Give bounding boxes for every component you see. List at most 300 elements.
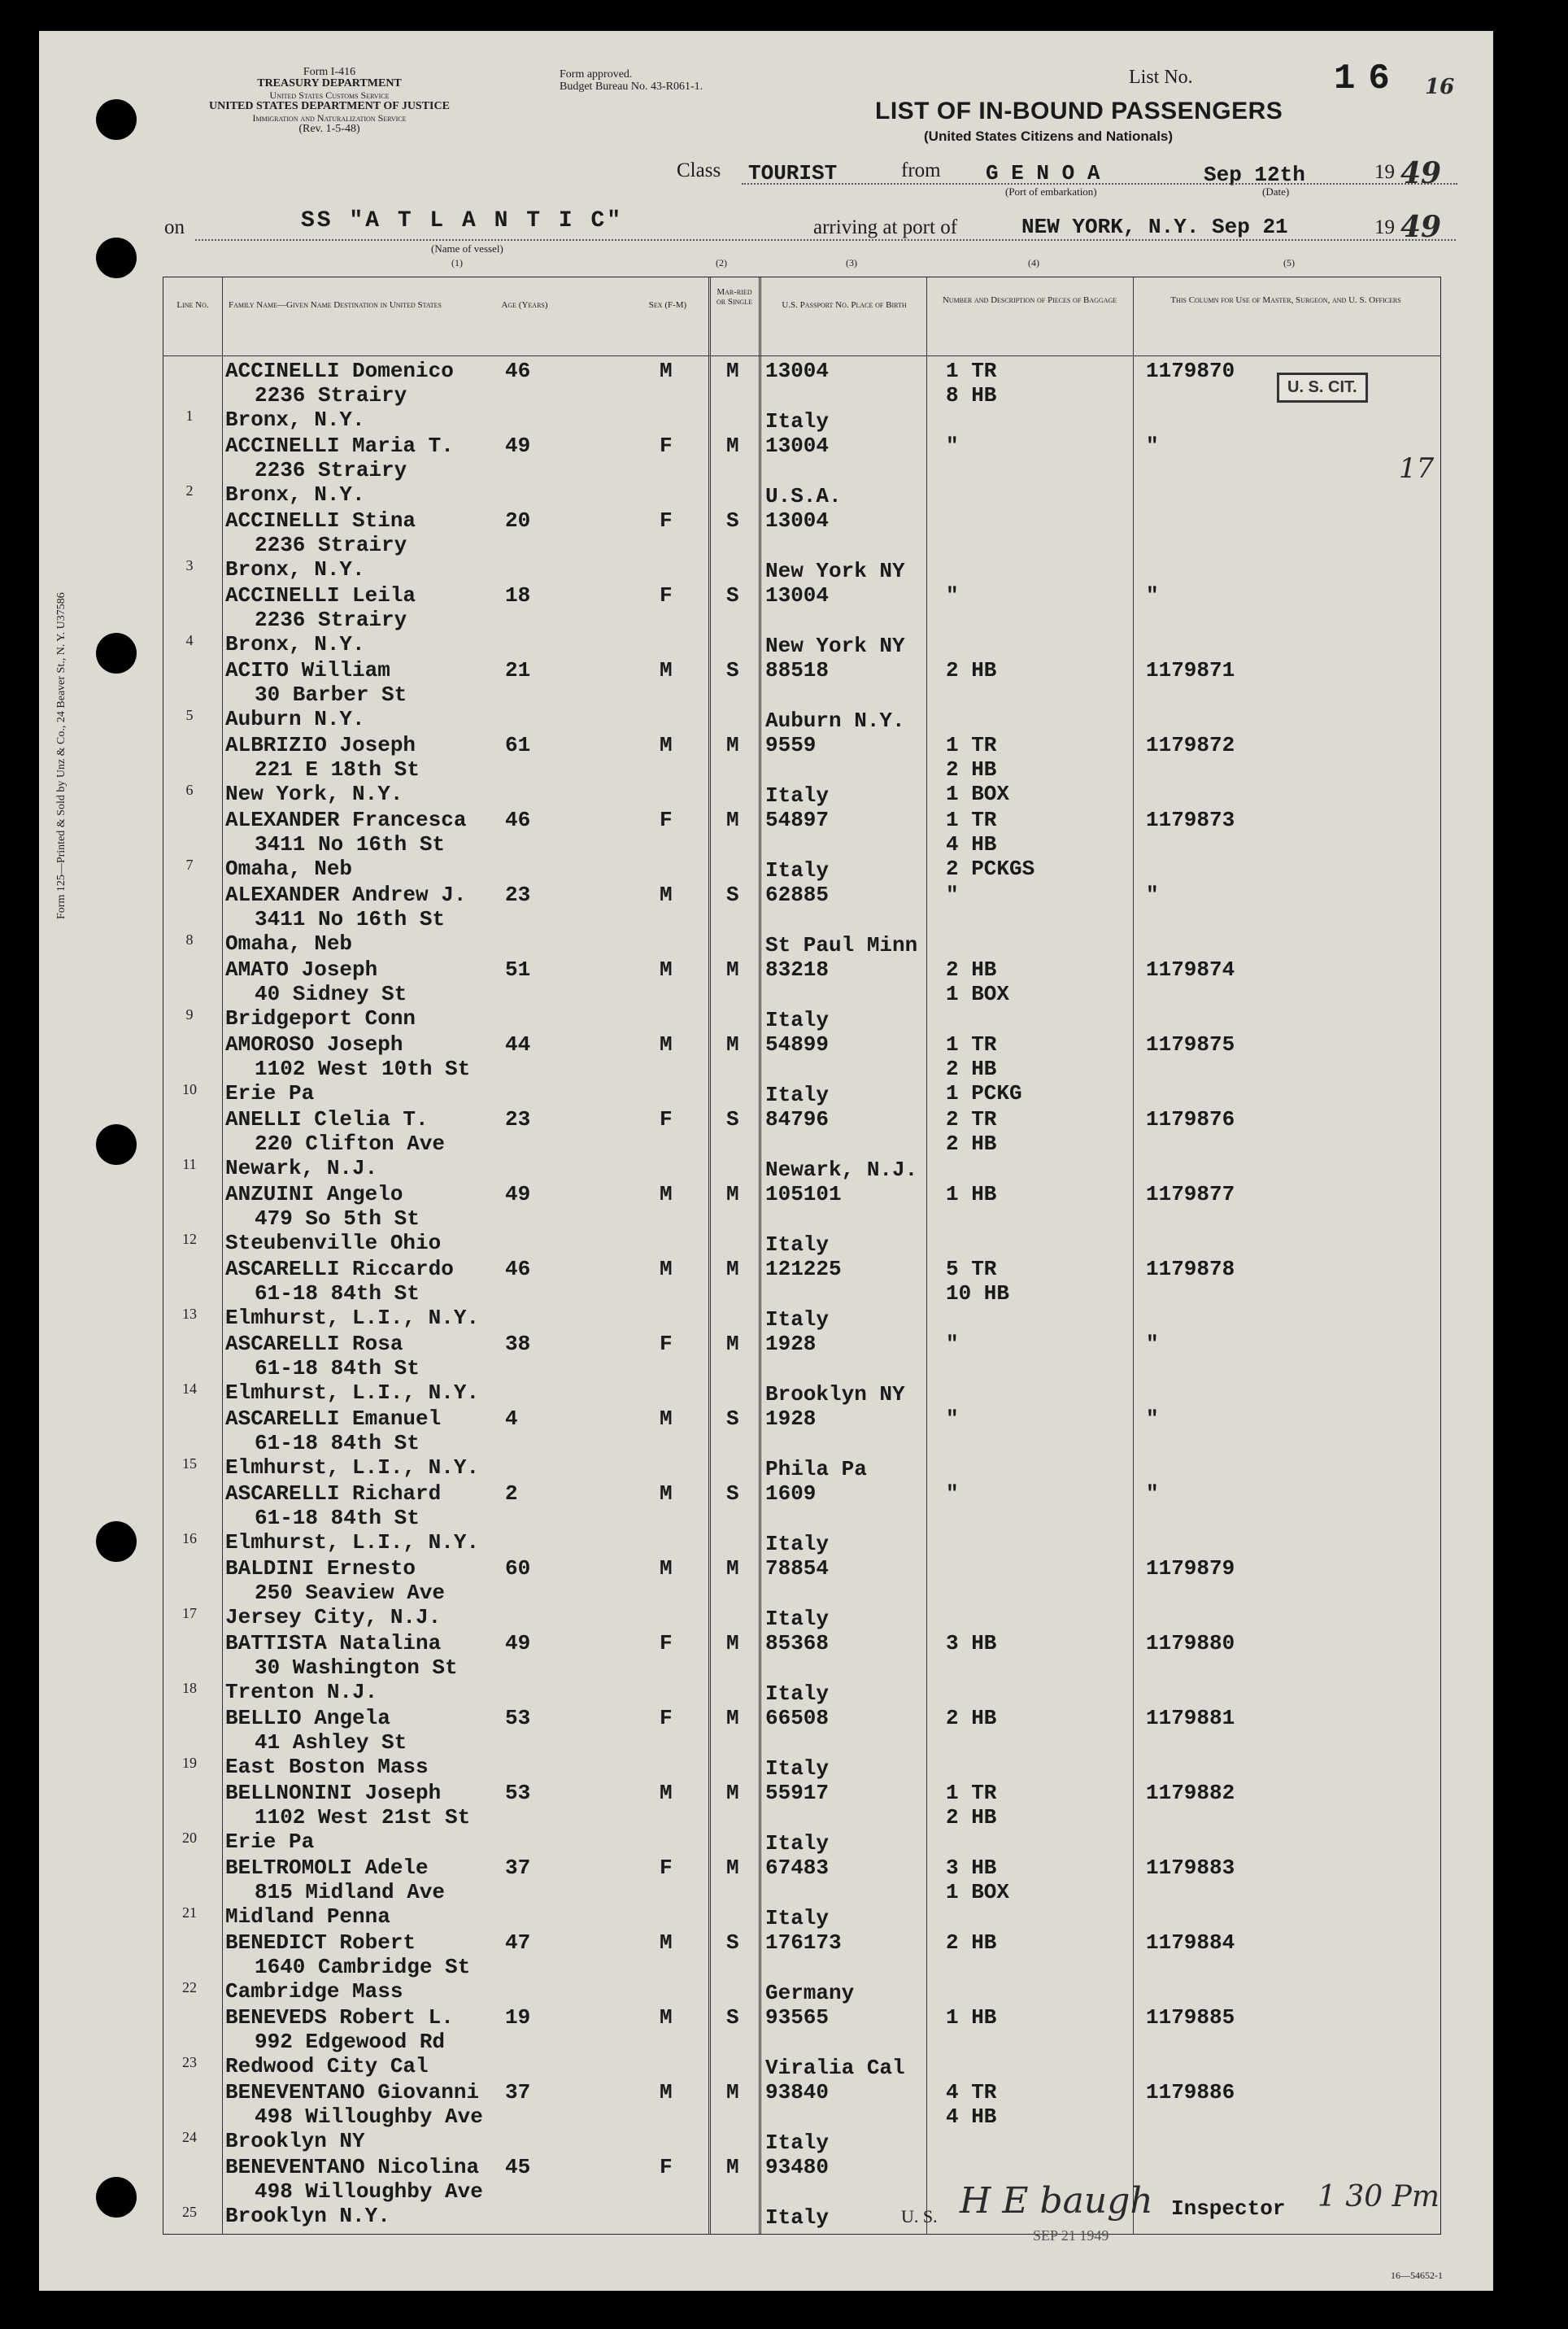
officer-number: 1179871 [1146, 658, 1235, 683]
passenger-name: ACCINELLI Stina [225, 508, 416, 533]
marital-status: M [726, 2155, 739, 2179]
address-street: 61-18 84th St [255, 1281, 420, 1306]
age-value: 38 [505, 1332, 531, 1356]
table-row [163, 1480, 1440, 1555]
line-number: 4 [185, 632, 194, 648]
marital-status: M [726, 1332, 739, 1356]
dept-treasury: TREASURY DEPARTMENT [257, 77, 402, 89]
passenger-name: BATTISTA Natalina [225, 1631, 442, 1655]
col-header-married: Mar-ried or Single [716, 287, 752, 307]
address-street: 61-18 84th St [255, 1431, 420, 1455]
table-row [163, 1929, 1440, 2004]
header-rule [163, 355, 1440, 356]
passenger-table [163, 277, 1441, 2235]
arrival-port-date: NEW YORK, N.Y. Sep 21 [1021, 215, 1288, 239]
form-approved: Form approved. [560, 68, 633, 81]
address-city: Cambridge Mass [225, 1979, 403, 2004]
baggage-line-2: 2 HB [946, 757, 997, 782]
passenger-name: ASCARELLI Richard [225, 1481, 442, 1506]
table-row [163, 357, 1440, 432]
col-header-passport: U.S. Passport No. Place of Birth [782, 300, 907, 310]
officer-number: 1179884 [1146, 1930, 1235, 1955]
passport-number: 13004 [765, 359, 830, 383]
passenger-name: ANZUINI Angelo [225, 1182, 403, 1206]
baggage-line-1: 1 TR [946, 359, 997, 383]
marital-status: M [726, 1257, 739, 1281]
passenger-name: BENEVENTANO Nicolina [225, 2155, 480, 2179]
marital-status: S [726, 1481, 739, 1506]
marital-status: M [726, 359, 739, 383]
baggage-line-2: 1 BOX [946, 982, 1010, 1006]
baggage-line-1: 1 TR [946, 1781, 997, 1805]
officer-number: " [1146, 1407, 1159, 1431]
passport-number: 55917 [765, 1781, 830, 1805]
officer-number: 1179886 [1146, 2080, 1235, 2104]
table-row [163, 1106, 1440, 1180]
age-value: 2 [505, 1481, 518, 1506]
line-number: 5 [185, 707, 194, 723]
sex-value: M [660, 2080, 673, 2104]
place-of-birth: Italy [765, 1532, 830, 1556]
age-value: 49 [505, 1182, 531, 1206]
officer-number: 1179878 [1146, 1257, 1235, 1281]
sex-value: M [660, 957, 673, 982]
place-of-birth: Italy [765, 1607, 830, 1631]
officer-number: 1179879 [1146, 1556, 1235, 1581]
sex-value: M [660, 1407, 673, 1431]
baggage-line-1: " [946, 1407, 959, 1431]
baggage-line-2: 2 HB [946, 1132, 997, 1156]
baggage-line-1: 1 TR [946, 733, 997, 757]
sex-value: F [660, 1856, 673, 1880]
line-number: 14 [182, 1380, 197, 1397]
marital-status: S [726, 2005, 739, 2030]
passenger-name: ASCARELLI Riccardo [225, 1257, 454, 1281]
us-citizen-stamp: U. S. CIT. [1277, 373, 1368, 403]
officer-number: 1179872 [1146, 733, 1235, 757]
officer-number: 1179870 [1146, 359, 1235, 383]
col-header-name: Family Name—Given Name Destination in United States [229, 300, 442, 310]
baggage-line-2: 4 HB [946, 832, 997, 857]
on-label: on [164, 216, 185, 238]
address-street: 479 So 5th St [255, 1206, 420, 1231]
age-value: 23 [505, 883, 531, 907]
col-header-baggage: Number and Description of Pieces of Baggage [942, 295, 1117, 305]
passenger-name: ANELLI Clelia T. [225, 1107, 429, 1132]
address-street: 2236 Strairy [255, 383, 407, 408]
passenger-name: BENEDICT Robert [225, 1930, 416, 1955]
baggage-line-3: 2 PCKGS [946, 857, 1035, 881]
address-street: 992 Edgewood Rd [255, 2030, 446, 2054]
baggage-line-1: " [946, 1332, 959, 1356]
line-number: 10 [182, 1081, 197, 1097]
baggage-line-1: 2 HB [946, 957, 997, 982]
port-embarkation: G E N O A [986, 161, 1100, 185]
officer-number: " [1146, 583, 1159, 608]
table-row [163, 1629, 1440, 1704]
marital-status: M [726, 2080, 739, 2104]
address-city: Brooklyn N.Y. [225, 2204, 390, 2228]
col-num-2: (2) [716, 257, 727, 268]
officer-number: 1179874 [1146, 957, 1235, 982]
col-header-line: Line No. [176, 300, 209, 310]
baggage-line-1: " [946, 1481, 959, 1506]
date-caption: (Date) [1262, 185, 1290, 198]
officer-number: 1179885 [1146, 2005, 1235, 2030]
line-number: 21 [182, 1904, 197, 1921]
sex-value: F [660, 1631, 673, 1655]
line-number: 12 [182, 1231, 197, 1247]
baggage-line-2: 10 HB [946, 1281, 1010, 1306]
place-of-birth: U.S.A. [765, 484, 842, 508]
baggage-line-1: " [946, 883, 959, 907]
baggage-line-3: 1 PCKG [946, 1081, 1022, 1106]
marital-status: S [726, 658, 739, 683]
baggage-line-1: 5 TR [946, 1257, 997, 1281]
officer-number: 1179880 [1146, 1631, 1235, 1655]
baggage-line-1: 2 TR [946, 1107, 997, 1132]
arrival-year-prefix: 19 [1374, 216, 1395, 238]
place-of-birth: Italy [765, 1681, 830, 1706]
age-value: 19 [505, 2005, 531, 2030]
line-number: 13 [182, 1306, 197, 1322]
baggage-line-1: 2 HB [946, 658, 997, 683]
binder-hole [96, 1521, 137, 1562]
place-of-birth: New York NY [765, 559, 905, 583]
form-header-block [171, 67, 488, 135]
age-value: 21 [505, 658, 531, 683]
footer-us: U. S. [901, 2206, 938, 2227]
passenger-name: BELLIO Angela [225, 1706, 390, 1730]
line-number: 20 [182, 1830, 197, 1846]
passport-number: 121225 [765, 1257, 842, 1281]
line-number: 8 [185, 931, 194, 948]
address-city: Auburn N.Y. [225, 707, 365, 731]
marital-status: M [726, 1556, 739, 1581]
place-of-birth: Italy [765, 2205, 830, 2230]
officer-number: 1179877 [1146, 1182, 1235, 1206]
year-value: 49 [1400, 156, 1442, 190]
baggage-line-2: 8 HB [946, 383, 997, 408]
passenger-name: BALDINI Ernesto [225, 1556, 416, 1581]
place-of-birth: Italy [765, 1307, 830, 1332]
table-row [163, 507, 1440, 582]
address-city: Jersey City, N.J. [225, 1605, 442, 1629]
arrival-year-value: 49 [1400, 210, 1442, 244]
year-prefix: 19 [1374, 161, 1395, 183]
address-street: 3411 No 16th St [255, 832, 446, 857]
address-street: 498 Willoughby Ave [255, 2179, 483, 2204]
baggage-line-1: 3 HB [946, 1856, 997, 1880]
table-row [163, 1779, 1440, 1854]
marital-status: S [726, 1107, 739, 1132]
address-street: 61-18 84th St [255, 1506, 420, 1530]
place-of-birth: Italy [765, 1083, 830, 1107]
address-city: Elmhurst, L.I., N.Y. [225, 1380, 480, 1405]
place-of-birth: Italy [765, 409, 830, 434]
marital-status: S [726, 508, 739, 533]
address-city: Omaha, Neb [225, 931, 353, 956]
address-city: Erie Pa [225, 1081, 315, 1106]
address-street: 30 Barber St [255, 683, 407, 707]
passenger-name: BELLNONINI Joseph [225, 1781, 442, 1805]
col-header-sex: Sex (F-M) [648, 300, 687, 310]
passport-number: 88518 [765, 658, 830, 683]
col-num-1: (1) [451, 257, 463, 268]
binder-hole [96, 2177, 137, 2218]
col-header-age: Age (Years) [501, 300, 548, 310]
sex-value: M [660, 658, 673, 683]
sex-value: F [660, 583, 673, 608]
officer-number: " [1146, 883, 1159, 907]
binder-hole [96, 99, 137, 140]
passport-number: 1928 [765, 1332, 817, 1356]
place-of-birth: Italy [765, 1232, 830, 1257]
address-city: Bronx, N.Y. [225, 482, 365, 507]
address-street: 1640 Cambridge St [255, 1955, 471, 1979]
baggage-line-2: 1 BOX [946, 1880, 1010, 1904]
age-value: 61 [505, 733, 531, 757]
table-row [163, 2078, 1440, 2153]
budget-bureau: Budget Bureau No. 43-R061-1. [560, 81, 703, 93]
baggage-line-1: " [946, 434, 959, 458]
marital-status: M [726, 957, 739, 982]
baggage-line-2: 2 HB [946, 1057, 997, 1081]
passport-number: 1928 [765, 1407, 817, 1431]
place-of-birth: Viralia Cal [765, 2056, 905, 2080]
table-row [163, 956, 1440, 1031]
printer-credit: Form 125—Printed & Sold by Unz & Co., 24 Beaver St., N. Y. U37586 [55, 592, 68, 919]
place-of-birth: Italy [765, 1906, 830, 1930]
place-of-birth: Italy [765, 858, 830, 883]
sex-value: M [660, 1481, 673, 1506]
address-street: 221 E 18th St [255, 757, 420, 782]
marital-status: M [726, 1781, 739, 1805]
marital-status: M [726, 1182, 739, 1206]
passenger-name: ASCARELLI Rosa [225, 1332, 403, 1356]
col-header-officers: This Column for Use of Master, Surgeon, and U. S. Officers [1170, 295, 1401, 305]
list-no-value: 16 [1334, 59, 1403, 99]
address-city: Bronx, N.Y. [225, 408, 365, 432]
passport-number: 83218 [765, 957, 830, 982]
passport-number: 13004 [765, 583, 830, 608]
age-value: 46 [505, 359, 531, 383]
sex-value: M [660, 2005, 673, 2030]
officer-number: 1179873 [1146, 808, 1235, 832]
marital-status: M [726, 1706, 739, 1730]
sex-value: F [660, 1332, 673, 1356]
line-number: 22 [182, 1979, 197, 1995]
table-row [163, 1405, 1440, 1480]
address-city: Midland Penna [225, 1904, 390, 1929]
address-city: Redwood City Cal [225, 2054, 429, 2078]
table-row [163, 656, 1440, 731]
address-street: 1102 West 10th St [255, 1057, 471, 1081]
vessel-caption: (Name of vessel) [431, 242, 503, 255]
col-num-5: (5) [1283, 257, 1295, 268]
line-number: 24 [182, 2129, 197, 2145]
age-value: 4 [505, 1407, 518, 1431]
marital-status: M [726, 1856, 739, 1880]
table-row [163, 2004, 1440, 2078]
sex-value: M [660, 1032, 673, 1057]
baggage-line-1: 4 TR [946, 2080, 997, 2104]
sex-value: F [660, 808, 673, 832]
line-number: 18 [182, 1680, 197, 1696]
baggage-line-2: 2 HB [946, 1805, 997, 1830]
place-of-birth: Italy [765, 1008, 830, 1032]
passenger-name: BELTROMOLI Adele [225, 1856, 429, 1880]
address-street: 1102 West 21st St [255, 1805, 471, 1830]
age-value: 37 [505, 1856, 531, 1880]
passport-number: 93480 [765, 2155, 830, 2179]
line-number: 19 [182, 1755, 197, 1771]
age-value: 44 [505, 1032, 531, 1057]
age-value: 23 [505, 1107, 531, 1132]
form-approval [560, 68, 703, 93]
address-street: 40 Sidney St [255, 982, 407, 1006]
age-value: 20 [505, 508, 531, 533]
place-of-birth: Newark, N.J. [765, 1158, 918, 1182]
line-number: 17 [182, 1605, 197, 1621]
passenger-name: ACCINELLI Domenico [225, 359, 454, 383]
passenger-name: BENEVEDS Robert L. [225, 2005, 454, 2030]
age-value: 49 [505, 1631, 531, 1655]
passport-number: 54899 [765, 1032, 830, 1057]
age-value: 51 [505, 957, 531, 982]
passenger-name: ALBRIZIO Joseph [225, 733, 416, 757]
sex-value: M [660, 359, 673, 383]
address-street: 2236 Strairy [255, 458, 407, 482]
age-value: 47 [505, 1930, 531, 1955]
line-number: 15 [182, 1455, 197, 1472]
officer-number: 1179875 [1146, 1032, 1235, 1057]
officer-number: 1179883 [1146, 1856, 1235, 1880]
vessel-dotted-line [195, 239, 1456, 241]
passenger-name: BENEVENTANO Giovanni [225, 2080, 480, 2104]
line-number: 7 [185, 857, 194, 873]
form-revision: (Rev. 1-5-48) [298, 123, 360, 135]
class-value: TOURIST [748, 161, 838, 185]
address-city: Trenton N.J. [225, 1680, 378, 1704]
line-number: 25 [182, 2204, 197, 2220]
col-num-4: (4) [1028, 257, 1039, 268]
address-city: Bronx, N.Y. [225, 632, 365, 656]
address-street: 30 Washington St [255, 1655, 458, 1680]
marital-status: M [726, 733, 739, 757]
passport-number: 93565 [765, 2005, 830, 2030]
address-city: New York, N.Y. [225, 782, 403, 806]
sex-value: M [660, 733, 673, 757]
address-city: Steubenville Ohio [225, 1231, 442, 1255]
line-number: 3 [185, 557, 194, 574]
sex-value: F [660, 508, 673, 533]
address-city: Bridgeport Conn [225, 1006, 416, 1031]
passport-number: 9559 [765, 733, 817, 757]
address-city: Bronx, N.Y. [225, 557, 365, 582]
place-of-birth: Phila Pa [765, 1457, 867, 1481]
place-of-birth: Italy [765, 1831, 830, 1856]
passenger-name: AMATO Joseph [225, 957, 378, 982]
sex-value: M [660, 883, 673, 907]
address-city: Brooklyn NY [225, 2129, 365, 2153]
place-of-birth: St Paul Minn [765, 933, 918, 957]
marital-status: S [726, 1407, 739, 1431]
marital-status: M [726, 1032, 739, 1057]
arriving-label: arriving at port of [813, 216, 958, 238]
marital-status: M [726, 1631, 739, 1655]
address-street: 815 Midland Ave [255, 1880, 446, 1904]
officer-number: 1179876 [1146, 1107, 1235, 1132]
table-row [163, 1330, 1440, 1405]
address-city: Omaha, Neb [225, 857, 353, 881]
list-no-handwritten: 16 [1425, 75, 1455, 99]
baggage-line-1: 3 HB [946, 1631, 997, 1655]
baggage-line-1: 1 HB [946, 2005, 997, 2030]
table-row [163, 1031, 1440, 1106]
passport-number: 93840 [765, 2080, 830, 2104]
line-number: 23 [182, 2054, 197, 2070]
table-row [163, 1180, 1440, 1255]
place-of-birth: Italy [765, 2131, 830, 2155]
age-value: 53 [505, 1706, 531, 1730]
officer-number: 1179881 [1146, 1706, 1235, 1730]
table-row [163, 1255, 1440, 1330]
passport-number: 13004 [765, 434, 830, 458]
table-row [163, 731, 1440, 806]
place-of-birth: Italy [765, 1756, 830, 1781]
passport-number: 105101 [765, 1182, 842, 1206]
address-city: Elmhurst, L.I., N.Y. [225, 1530, 480, 1555]
passenger-name: ACCINELLI Leila [225, 583, 416, 608]
passport-number: 84796 [765, 1107, 830, 1132]
passport-number: 1609 [765, 1481, 817, 1506]
inspector-signature: H E baugh [960, 2180, 1153, 2222]
sex-value: F [660, 434, 673, 458]
binder-hole [96, 1124, 137, 1165]
address-street: 41 Ashley St [255, 1730, 407, 1755]
officer-number: " [1146, 1332, 1159, 1356]
form-footer-code: 16—54652-1 [1391, 2270, 1443, 2281]
passport-number: 85368 [765, 1631, 830, 1655]
age-value: 46 [505, 808, 531, 832]
place-of-birth: Italy [765, 783, 830, 808]
officer-number: " [1146, 434, 1159, 458]
baggage-line-1: 1 HB [946, 1182, 997, 1206]
margin-note: 17 [1399, 452, 1435, 485]
passport-number: 66508 [765, 1706, 830, 1730]
table-row [163, 1854, 1440, 1929]
officer-number: " [1146, 1481, 1159, 1506]
sex-value: M [660, 1930, 673, 1955]
place-of-birth: New York NY [765, 634, 905, 658]
baggage-line-2: 4 HB [946, 2104, 997, 2129]
binder-hole [96, 633, 137, 674]
address-city: Elmhurst, L.I., N.Y. [225, 1306, 480, 1330]
age-value: 18 [505, 583, 531, 608]
class-dotted-line [742, 183, 1457, 185]
baggage-line-1: 1 TR [946, 1032, 997, 1057]
sex-value: M [660, 1556, 673, 1581]
dept-justice: UNITED STATES DEPARTMENT OF JUSTICE [209, 100, 450, 112]
passport-number: 62885 [765, 883, 830, 907]
passenger-name: ACCINELLI Maria T. [225, 434, 454, 458]
passport-number: 176173 [765, 1930, 842, 1955]
baggage-line-1: 2 HB [946, 1706, 997, 1730]
passenger-name: ASCARELLI Emanuel [225, 1407, 442, 1431]
marital-status: M [726, 434, 739, 458]
port-caption: (Port of embarkation) [1005, 185, 1097, 198]
